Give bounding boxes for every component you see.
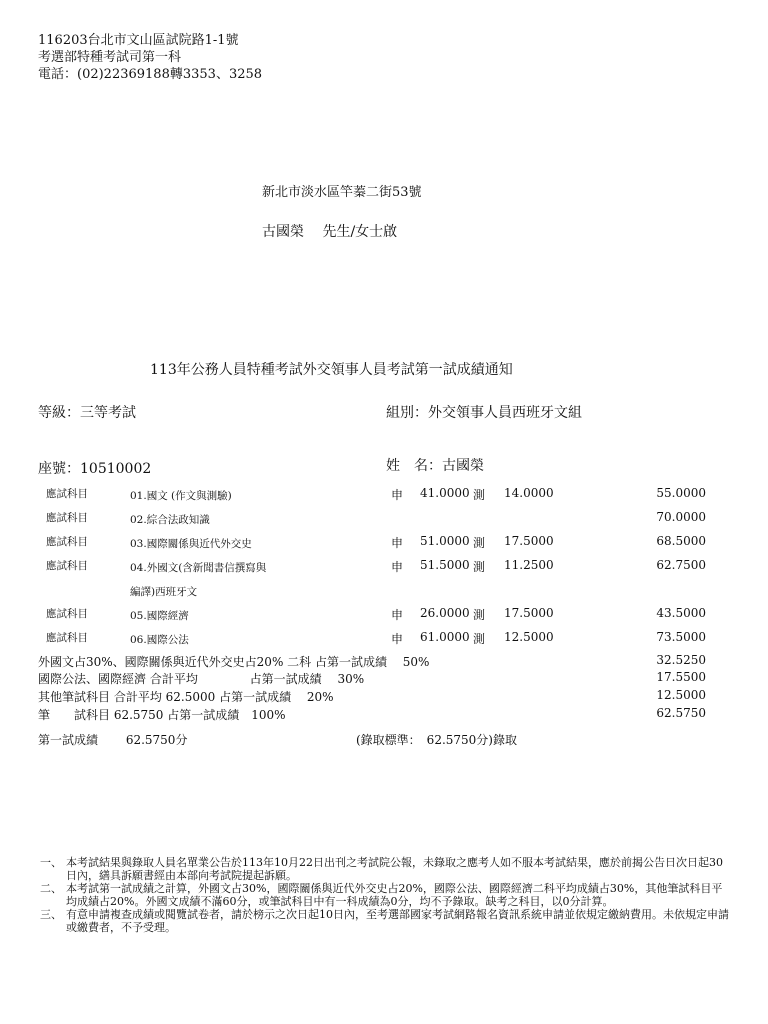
summary-line: 國際公法、國際經濟 合計平均 占第一試成績 30% [38, 672, 365, 686]
note-number: 一、 [40, 856, 62, 869]
summary-line: 外國文占30%、國際關係與近代外交史占20% 二科 占第一試成績 50% [38, 655, 430, 669]
subject-type: 應試科目 [46, 488, 88, 500]
shen-label: 申 [391, 632, 404, 646]
shen-label: 申 [391, 560, 404, 574]
ce-score: 12.5000 [504, 630, 554, 644]
ce-label: 測 [473, 488, 486, 502]
shen-label: 申 [391, 608, 404, 622]
subject-name: 02.綜合法政知識 [130, 514, 210, 526]
note-text: 有意申請複查成績或閱覽試卷者，請於榜示之次日起10日內，至考選部國家考試網路報名資訊系統申請並依規定繳納費用。未依規定申請或繳費者，不予受理。 [66, 908, 729, 934]
subject-name: 05.國際經濟 [130, 610, 189, 622]
subject-type: 應試科目 [46, 632, 88, 644]
recipient-salutation: 古國榮 先生/女士啟 [262, 224, 398, 240]
shen-score: 61.0000 [420, 630, 470, 644]
note-text: 本考試結果與錄取人員名單業公告於113年10月22日出刊之考試院公報，未錄取之應考人如不服本考試結果，應於前揭公告日次日起30日內，繕具訴願書經由本部向考試院提起訴願。 [66, 856, 723, 882]
ce-score: 17.5000 [504, 534, 554, 548]
shen-score: 41.0000 [420, 486, 470, 500]
subject-name: 03.國際關係與近代外交史 [130, 538, 252, 550]
subject-total: 70.0000 [656, 510, 706, 524]
subject-total: 55.0000 [656, 486, 706, 500]
shen-label: 申 [391, 488, 404, 502]
ce-label: 測 [473, 560, 486, 574]
summary-value: 12.5000 [656, 688, 706, 702]
shen-score: 51.5000 [420, 558, 470, 572]
summary-line: 其他筆試科目 合計平均 62.5000 占第一試成績 20% [38, 690, 334, 704]
sender-phone: 電話：(02)22369188轉3353、3258 [38, 67, 263, 82]
shen-score: 26.0000 [420, 606, 470, 620]
first-exam-score: 第一試成績 62.5750分 [38, 733, 188, 747]
ce-label: 測 [473, 536, 486, 550]
recipient-address: 新北市淡水區竿蓁二街53號 [262, 185, 422, 200]
ce-score: 11.2500 [504, 558, 554, 572]
ce-label: 測 [473, 632, 486, 646]
summary-value: 17.5500 [656, 670, 706, 684]
exam-group: 組別：外交領事人員西班牙文組 [386, 405, 582, 421]
note-item [40, 882, 730, 908]
candidate-name: 姓 名：古國榮 [386, 458, 484, 474]
admission-standard: (錄取標準： 62.5750分)錄取 [356, 733, 517, 747]
note-text: 本考試第一試成績之計算，外國文占30%，國際關係與近代外交史占20%，國際公法、國際經濟二科平均成績占30%，其他筆試科目平均成績占20%。外國文成績不滿60分，或筆試科目中有一科成績為0分，均不予錄取。缺考之科目，以0分計算。 [66, 882, 723, 908]
note-item [40, 856, 730, 882]
subject-name: 01.國文 (作文與測驗) [130, 490, 232, 502]
ce-score: 17.5000 [504, 606, 554, 620]
notes-section [40, 856, 730, 934]
subject-name: 06.國際公法 [130, 634, 189, 646]
subject-total: 62.7500 [656, 558, 706, 572]
subject-type: 應試科目 [46, 512, 88, 524]
seat-number: 座號：10510002 [38, 461, 152, 477]
subject-total: 68.5000 [656, 534, 706, 548]
subject-type: 應試科目 [46, 560, 88, 572]
subject-type: 應試科目 [46, 608, 88, 620]
subject-type: 應試科目 [46, 536, 88, 548]
shen-label: 申 [391, 536, 404, 550]
subject-name-continued: 編譯)西班牙文 [130, 586, 198, 598]
sender-office: 考選部特種考試司第一科 [38, 50, 182, 65]
note-item [40, 908, 730, 934]
shen-score: 51.0000 [420, 534, 470, 548]
subject-total: 43.5000 [656, 606, 706, 620]
summary-line: 筆 試科目 62.5750 占第一試成績 100% [38, 708, 286, 722]
ce-score: 14.0000 [504, 486, 554, 500]
note-number: 三、 [40, 908, 62, 921]
summary-value: 62.5750 [656, 706, 706, 720]
ce-label: 測 [473, 608, 486, 622]
note-number: 二、 [40, 882, 62, 895]
subject-name: 04.外國文(含新聞書信撰寫與 [130, 562, 267, 574]
sender-address: 116203台北市文山區試院路1-1號 [38, 33, 239, 48]
exam-level: 等級：三等考試 [38, 405, 136, 421]
subject-total: 73.5000 [656, 630, 706, 644]
summary-value: 32.5250 [656, 653, 706, 667]
notice-title: 113年公務人員特種考試外交領事人員考試第一試成績通知 [150, 362, 513, 378]
